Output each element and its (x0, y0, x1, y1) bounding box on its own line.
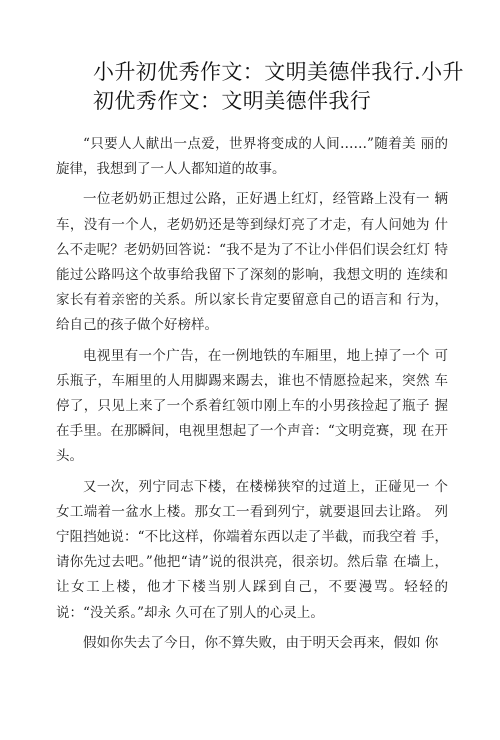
document-body (56, 132, 448, 661)
paragraph: 电视里有一个广告，在一例地铁的车厢里，地上掉了一个 可乐瓶子，车厢里的人用脚踢来踢去，谁也不情愿捡起来，突然 车停了，只见上来了一个系着红领巾刚上车的小男孩捡起了瓶子 握在手里。在那瞬间，电视里想起了一个声音：“文明竞赛，现 在开头。 (56, 347, 448, 465)
paragraph: 一位老奶奶正想过公路，正好遇上红灯，经管路上没有一 辆车，没有一个人，老奶奶还是等到绿灯亮了才走，有人问她为 什么不走呢？老奶奶回答说：“我不是为了不让小伴侣们误会红灯 特能过公路吗这个故事给我留下了深刻的影响，我想文明的 连续和家长有着亲密的关系。所以家长肯定要留意自己的语言和 行为，给自己的孩子做个好榜样。 (56, 191, 448, 334)
paragraph: 假如你失去了今日，你不算失败，由于明天会再来，假如 你 (83, 634, 439, 651)
paragraph: “只要人人献出一点爱，世界将变成的人间……”随着美 丽的旋律，我想到了一人人都知道的故事。 (56, 136, 448, 178)
document-title: 小升初优秀作文：文明美德伴我行.小升初优秀作文：文明美德伴我行 (93, 60, 464, 113)
paragraph: 又一次，列宁同志下楼，在楼梯狭窄的过道上，正碰见一 个女工端着一盆水上楼。那女工一看到列宁，就要退回去让路。 列宁阻挡她说：“不比这样，你端着东西以走了半截，而我空着 手，请你先过去吧。”他把“请”说的很洪亮，很亲切。然后靠 在墙上，让女工上楼，他才下楼当别人踩到自己，不要漫骂。轻轻的说：“没关系。”却永 久可在了别人的心灵上。 (56, 478, 448, 621)
